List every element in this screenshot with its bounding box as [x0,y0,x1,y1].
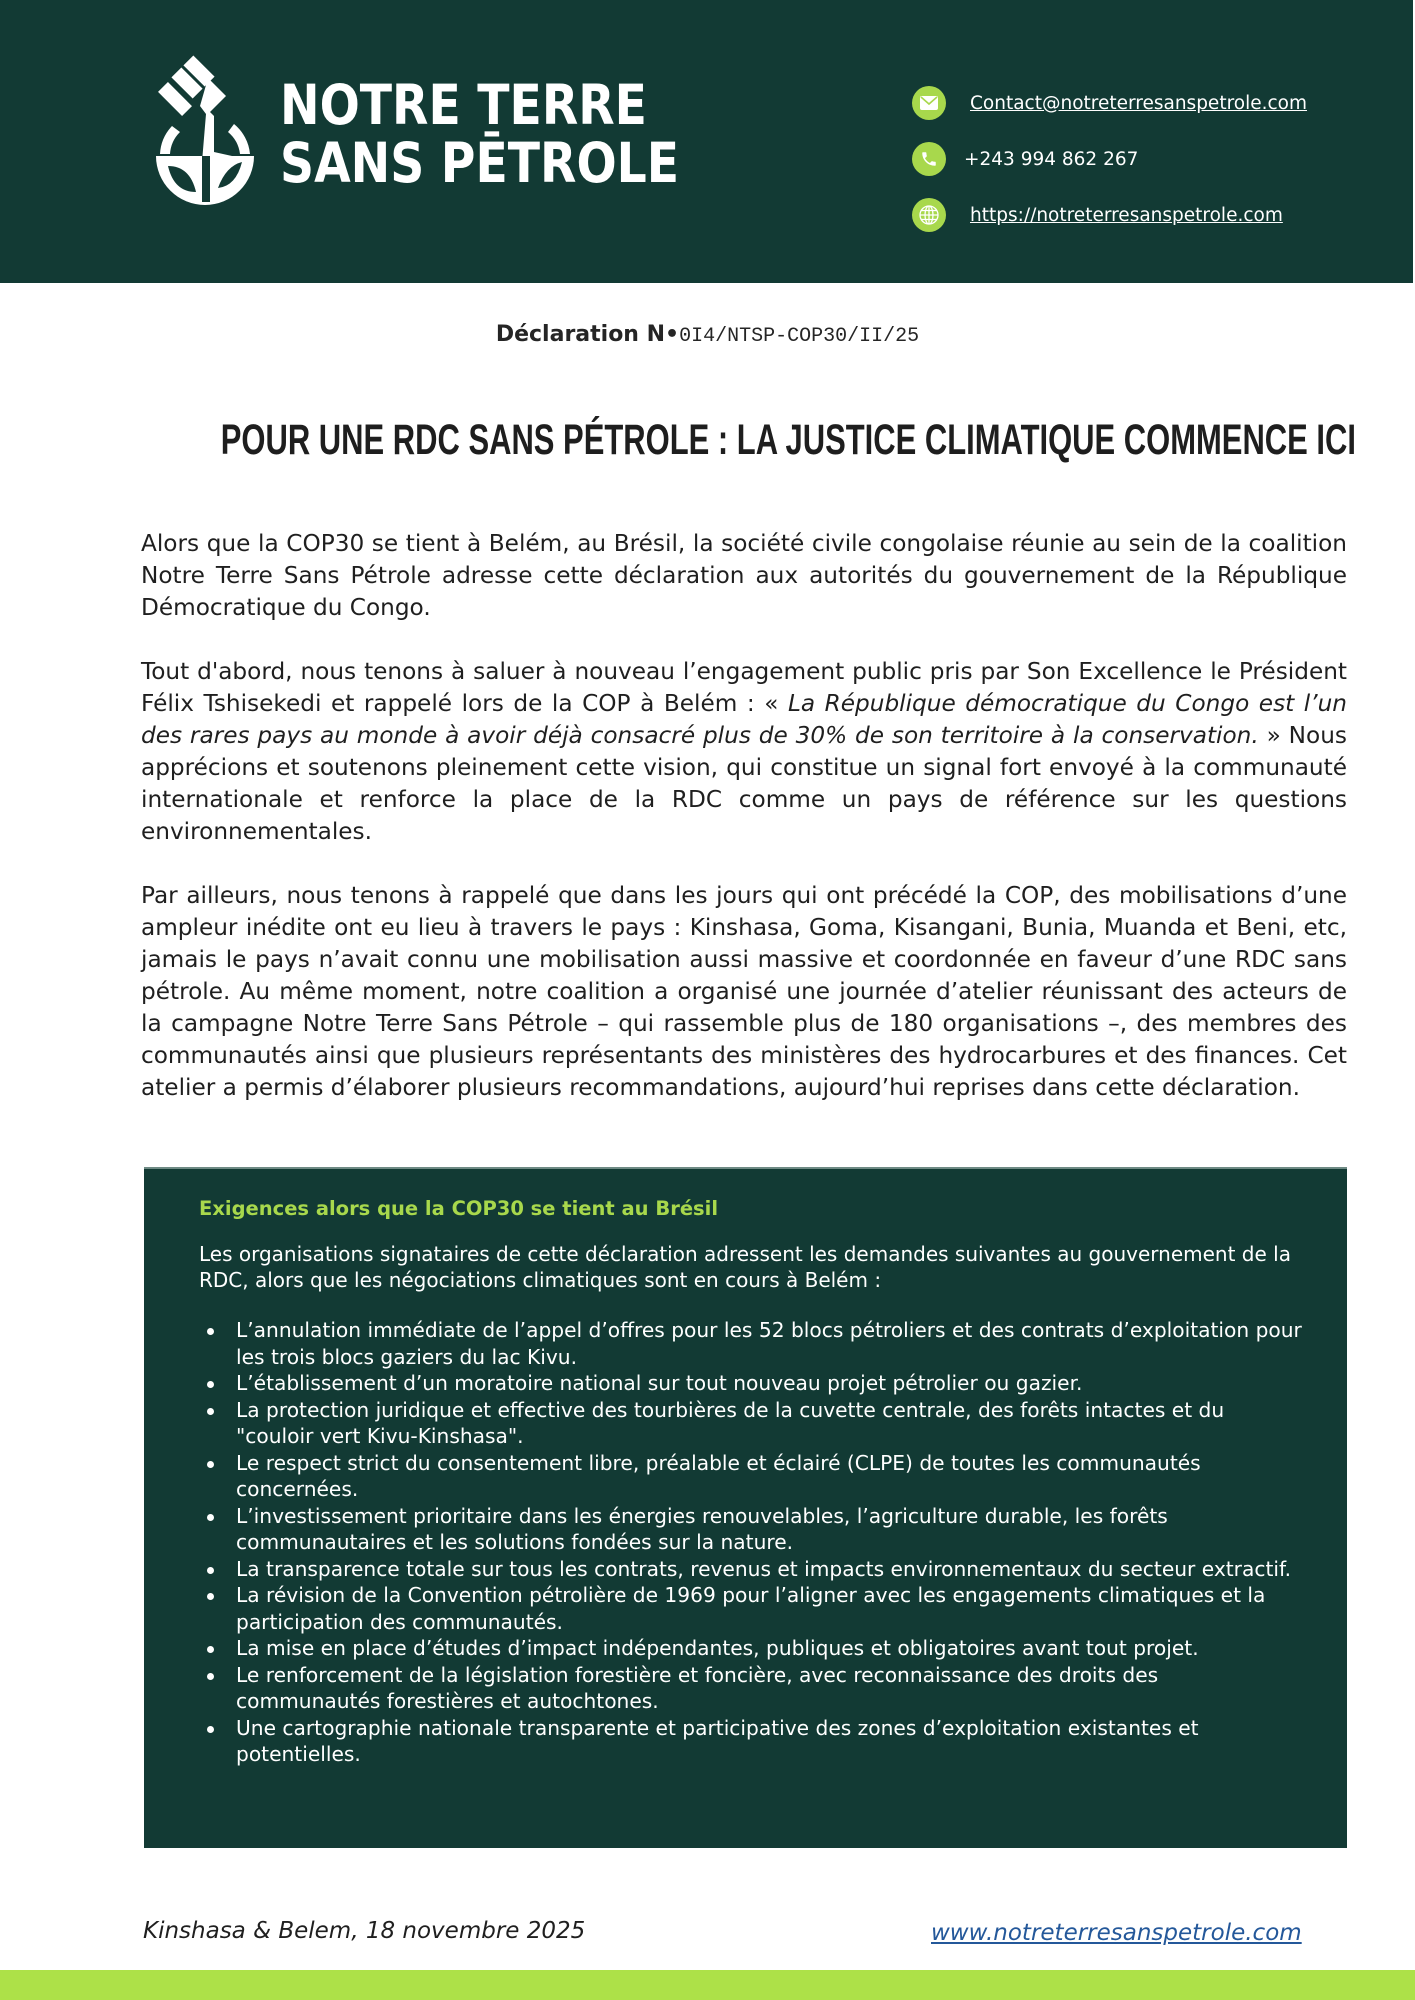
contact-phone [912,142,1307,176]
paragraph-president-end: » Nous apprécions et soutenons pleinement cette vision, qui constitue un signal fort envoyé à la communauté internationale et renforce la place de la RDC comme un pays de référence sur les questions environnementales. [141,722,1347,845]
document-body [141,528,1347,1136]
logo [150,54,680,214]
demands-title: Exigences alors que la COP30 se tient au Brésil [199,1197,719,1220]
list-item: La protection juridique et effective des tourbières de la cuvette centrale, des forêts intactes et du "couloir vert Kivu-Kinshasa". [199,1397,1307,1450]
page-title [0,416,1415,465]
footer-website-link[interactable]: www.notreterresanspetrole.com [931,1920,1302,1946]
phone-number: +243 994 862 267 [964,148,1139,170]
footer-bar [0,1970,1415,2000]
paragraph-president [141,656,1347,848]
envelope-icon [912,86,946,120]
list-item: L’établissement d’un moratoire national sur tout nouveau projet pétrolier ou gazier. [199,1370,1307,1397]
page-title-text: POUR UNE RDC SANS PÉTROLE : LA JUSTICE CLIMATIQUE COMMENCE ICI [220,416,1356,464]
list-item: Le respect strict du consentement libre, préalable et éclairé (CLPE) de toutes les communautés concernées. [199,1450,1307,1503]
footer-place-date: Kinshasa & Belem, 18 novembre 2025 [143,1918,586,1944]
header-banner [0,0,1413,283]
list-item: La révision de la Convention pétrolière de 1969 pour l’aligner avec les engagements climatiques et la participation des communautés. [199,1582,1307,1635]
paragraph-intro: Alors que la COP30 se tient à Belém, au Brésil, la société civile congolaise réunie au sein de la coalition Notre Terre Sans Pétrole adresse cette déclaration aux autorités du gouvernement de la République Démocratique du Congo. [141,530,1347,621]
paragraph-president-start: Tout d'abord, nous tenons à saluer à nouveau l’engagement public pris par Son Excellence le Président Félix Tshisekedi et rappelé lors de la COP à Belém : « [141,658,1347,717]
list-item: Le renforcement de la législation forestière et foncière, avec reconnaissance des droits des communautés forestières et autochtones. [199,1662,1307,1715]
email-link[interactable]: Contact@notreterresanspetrole.com [970,92,1308,114]
logo-wordmark [280,73,680,195]
logo-line-2: SANS PĒTROLE [280,131,680,195]
paragraph-mobilisations: Par ailleurs, nous tenons à rappelé que dans les jours qui ont précédé la COP, des mobilisations d’une ampleur inédite ont eu lieu à travers le pays : Kinshasa, Goma, Kisangani, Bunia, Muanda et Beni, etc, jamais le pays n’avait connu une mobilisation aussi massive et coordonnée en faveur d’une RDC sans pétrole. Au même moment, notre coalition a organisé une journée d’atelier réunissant des acteurs de la campagne Notre Terre Sans Pétrole – qui rassemble plus de 180 organisations –, des membres des communautés ainsi que plusieurs représentants des ministères des hydrocarbures et des finances. Cet atelier a permis d’élaborer plusieurs recommandations, aujourd’hui reprises dans cette déclaration. [141,882,1347,1101]
contact-email [912,86,1307,120]
president-quote: La République démocratique du Congo est l’un des rares pays au monde à avoir déjà consacré plus de 30% de son territoire à la conservation. [141,690,1347,749]
contact-website [912,198,1307,232]
list-item: Une cartographie nationale transparente et participative des zones d’exploitation existantes et potentielles. [199,1715,1307,1768]
globe-icon [912,198,946,232]
list-item: La mise en place d’études d’impact indépendantes, publiques et obligatoires avant tout projet. [199,1635,1307,1662]
declaration-label: Déclaration N• [495,322,680,347]
declaration-code: 0I4/NTSP-COP30/II/25 [679,325,920,348]
declaration-number [0,322,1415,348]
demands-list [199,1317,1307,1768]
website-link[interactable]: https://notreterresanspetrole.com [970,204,1283,226]
contact-list [912,86,1307,254]
fist-leaf-logo-icon [150,54,260,214]
demands-intro: Les organisations signataires de cette déclaration adressent les demandes suivantes au gouvernement de la RDC, alors que les négociations climatiques sont en cours à Belém : [199,1242,1291,1292]
logo-line-1: NOTRE TERRE [280,73,647,137]
list-item: L’annulation immédiate de l’appel d’offres pour les 52 blocs pétroliers et des contrats d’exploitation pour les trois blocs gaziers du lac Kivu. [199,1317,1307,1370]
phone-icon [912,142,946,176]
list-item: L’investissement prioritaire dans les énergies renouvelables, l’agriculture durable, les forêts communautaires et les solutions fondées sur la nature. [199,1503,1307,1556]
list-item: La transparence totale sur tous les contrats, revenus et impacts environnementaux du secteur extractif. [199,1556,1307,1583]
demands-box [144,1167,1347,1848]
